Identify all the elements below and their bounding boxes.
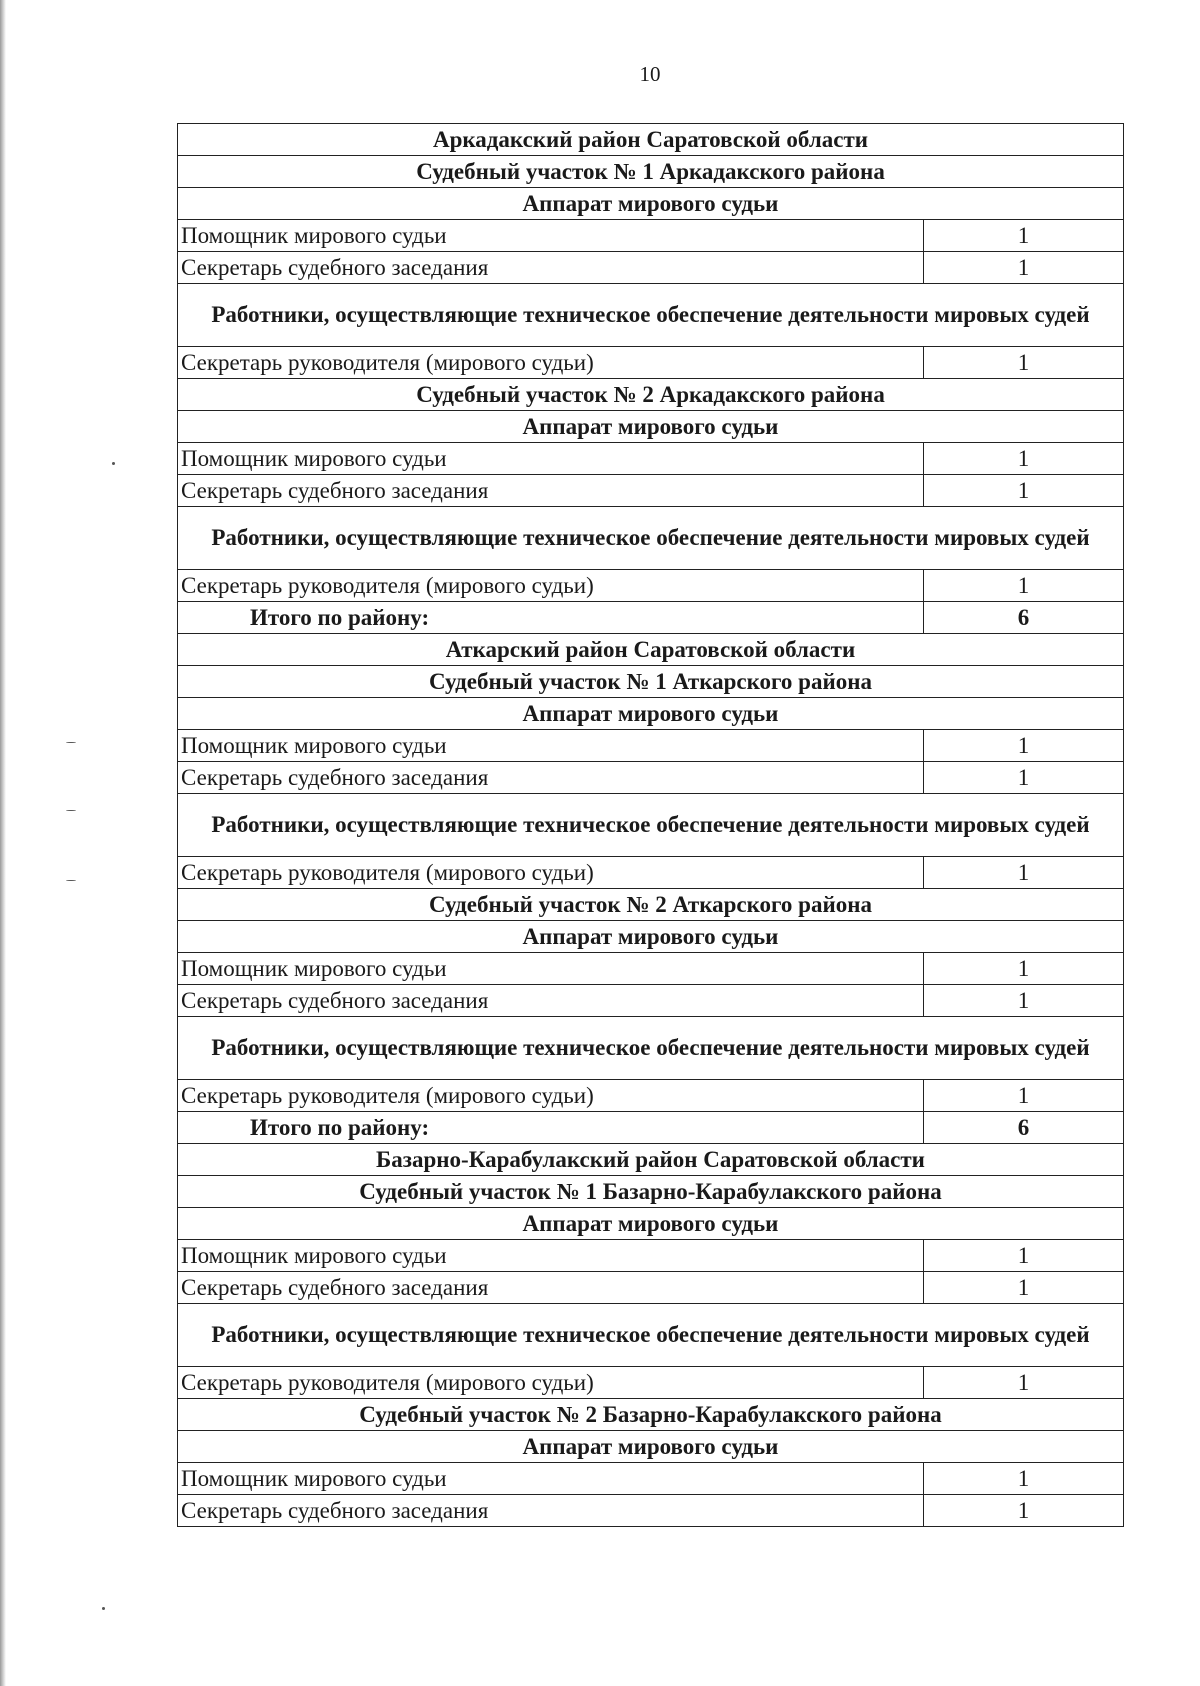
table-row: [178, 411, 1124, 443]
position-label: Секретарь руководителя (мирового судьи): [178, 570, 924, 602]
table-row: [178, 921, 1124, 953]
position-label: Помощник мирового судьи: [178, 443, 924, 475]
district-total-label: Итого по району:: [178, 1112, 924, 1144]
position-label: Секретарь руководителя (мирового судьи): [178, 1080, 924, 1112]
district-total-value: 6: [924, 602, 1124, 634]
section-header: Судебный участок № 2 Аркадакского района: [178, 379, 1124, 411]
scan-speck: [66, 880, 76, 881]
district-total-label: Итого по району:: [178, 602, 924, 634]
table-row: [178, 1176, 1124, 1208]
table-row: [178, 443, 1124, 475]
position-count: 1: [924, 730, 1124, 762]
position-label: Помощник мирового судьи: [178, 1240, 924, 1272]
section-header: Аппарат мирового судьи: [178, 1208, 1124, 1240]
section-header: Базарно-Карабулакский район Саратовской области: [178, 1144, 1124, 1176]
table-row: [178, 347, 1124, 379]
scan-speck: [112, 462, 115, 465]
position-count: 1: [924, 252, 1124, 284]
section-header: Судебный участок № 2 Аткарского района: [178, 889, 1124, 921]
table-row: [178, 1272, 1124, 1304]
position-count: 1: [924, 570, 1124, 602]
staffing-table-body: [178, 124, 1124, 1527]
table-row: [178, 1080, 1124, 1112]
table-row: [178, 1017, 1124, 1080]
table-row: [178, 475, 1124, 507]
position-label: Помощник мирового судьи: [178, 730, 924, 762]
table-row: [178, 1208, 1124, 1240]
section-header: Аппарат мирового судьи: [178, 698, 1124, 730]
table-row: [178, 570, 1124, 602]
position-count: 1: [924, 347, 1124, 379]
position-label: Секретарь судебного заседания: [178, 762, 924, 794]
table-row: [178, 1399, 1124, 1431]
position-label: Помощник мирового судьи: [178, 953, 924, 985]
position-count: 1: [924, 1495, 1124, 1527]
position-label: Секретарь судебного заседания: [178, 475, 924, 507]
section-header: Аткарский район Саратовской области: [178, 634, 1124, 666]
section-header: Судебный участок № 1 Аткарского района: [178, 666, 1124, 698]
position-count: 1: [924, 1272, 1124, 1304]
position-label: Помощник мирового судьи: [178, 220, 924, 252]
section-header: Работники, осуществляющие техническое обеспечение деятельности мировых судей: [178, 284, 1124, 347]
position-count: 1: [924, 1080, 1124, 1112]
table-row: [178, 889, 1124, 921]
table-row: [178, 634, 1124, 666]
section-header: Судебный участок № 2 Базарно-Карабулакского района: [178, 1399, 1124, 1431]
position-label: Секретарь судебного заседания: [178, 252, 924, 284]
table-row: [178, 188, 1124, 220]
position-label: Секретарь руководителя (мирового судьи): [178, 347, 924, 379]
table-row: [178, 507, 1124, 570]
position-count: 1: [924, 953, 1124, 985]
section-header: Работники, осуществляющие техническое обеспечение деятельности мировых судей: [178, 1304, 1124, 1367]
section-header: Аппарат мирового судьи: [178, 411, 1124, 443]
position-count: 1: [924, 475, 1124, 507]
section-header: Аркадакский район Саратовской области: [178, 124, 1124, 156]
position-label: Секретарь судебного заседания: [178, 1272, 924, 1304]
position-count: 1: [924, 220, 1124, 252]
table-row: [178, 1495, 1124, 1527]
position-label: Секретарь судебного заседания: [178, 1495, 924, 1527]
position-count: 1: [924, 1240, 1124, 1272]
table-row: [178, 379, 1124, 411]
position-count: 1: [924, 857, 1124, 889]
section-header: Аппарат мирового судьи: [178, 188, 1124, 220]
table-row: [178, 1240, 1124, 1272]
position-count: 1: [924, 1463, 1124, 1495]
table-row: [178, 762, 1124, 794]
table-row: [178, 1431, 1124, 1463]
table-row: [178, 985, 1124, 1017]
table-row: [178, 284, 1124, 347]
table-row: [178, 666, 1124, 698]
scan-edge: [0, 0, 6, 1686]
table-row: [178, 1112, 1124, 1144]
table-row: [178, 1367, 1124, 1399]
table-row: [178, 1144, 1124, 1176]
table-row: [178, 794, 1124, 857]
district-total-value: 6: [924, 1112, 1124, 1144]
scan-speck: [66, 810, 76, 811]
section-header: Судебный участок № 1 Базарно-Карабулакского района: [178, 1176, 1124, 1208]
table-row: [178, 1463, 1124, 1495]
table-row: [178, 124, 1124, 156]
position-label: Секретарь руководителя (мирового судьи): [178, 1367, 924, 1399]
table-row: [178, 252, 1124, 284]
section-header: Аппарат мирового судьи: [178, 1431, 1124, 1463]
section-header: Работники, осуществляющие техническое обеспечение деятельности мировых судей: [178, 794, 1124, 857]
position-count: 1: [924, 443, 1124, 475]
scan-speck: [102, 1607, 105, 1610]
section-header: Работники, осуществляющие техническое обеспечение деятельности мировых судей: [178, 507, 1124, 570]
table-row: [178, 1304, 1124, 1367]
page-number: 10: [639, 62, 661, 86]
table-row: [178, 730, 1124, 762]
staffing-table: [177, 123, 1124, 1527]
table-row: [178, 953, 1124, 985]
scan-speck: [66, 742, 76, 743]
table-row: [178, 156, 1124, 188]
position-count: 1: [924, 985, 1124, 1017]
section-header: Аппарат мирового судьи: [178, 921, 1124, 953]
position-label: Помощник мирового судьи: [178, 1463, 924, 1495]
position-label: Секретарь руководителя (мирового судьи): [178, 857, 924, 889]
table-row: [178, 220, 1124, 252]
position-label: Секретарь судебного заседания: [178, 985, 924, 1017]
section-header: Судебный участок № 1 Аркадакского района: [178, 156, 1124, 188]
table-row: [178, 857, 1124, 889]
table-row: [178, 602, 1124, 634]
position-count: 1: [924, 1367, 1124, 1399]
section-header: Работники, осуществляющие техническое обеспечение деятельности мировых судей: [178, 1017, 1124, 1080]
table-row: [178, 698, 1124, 730]
position-count: 1: [924, 762, 1124, 794]
